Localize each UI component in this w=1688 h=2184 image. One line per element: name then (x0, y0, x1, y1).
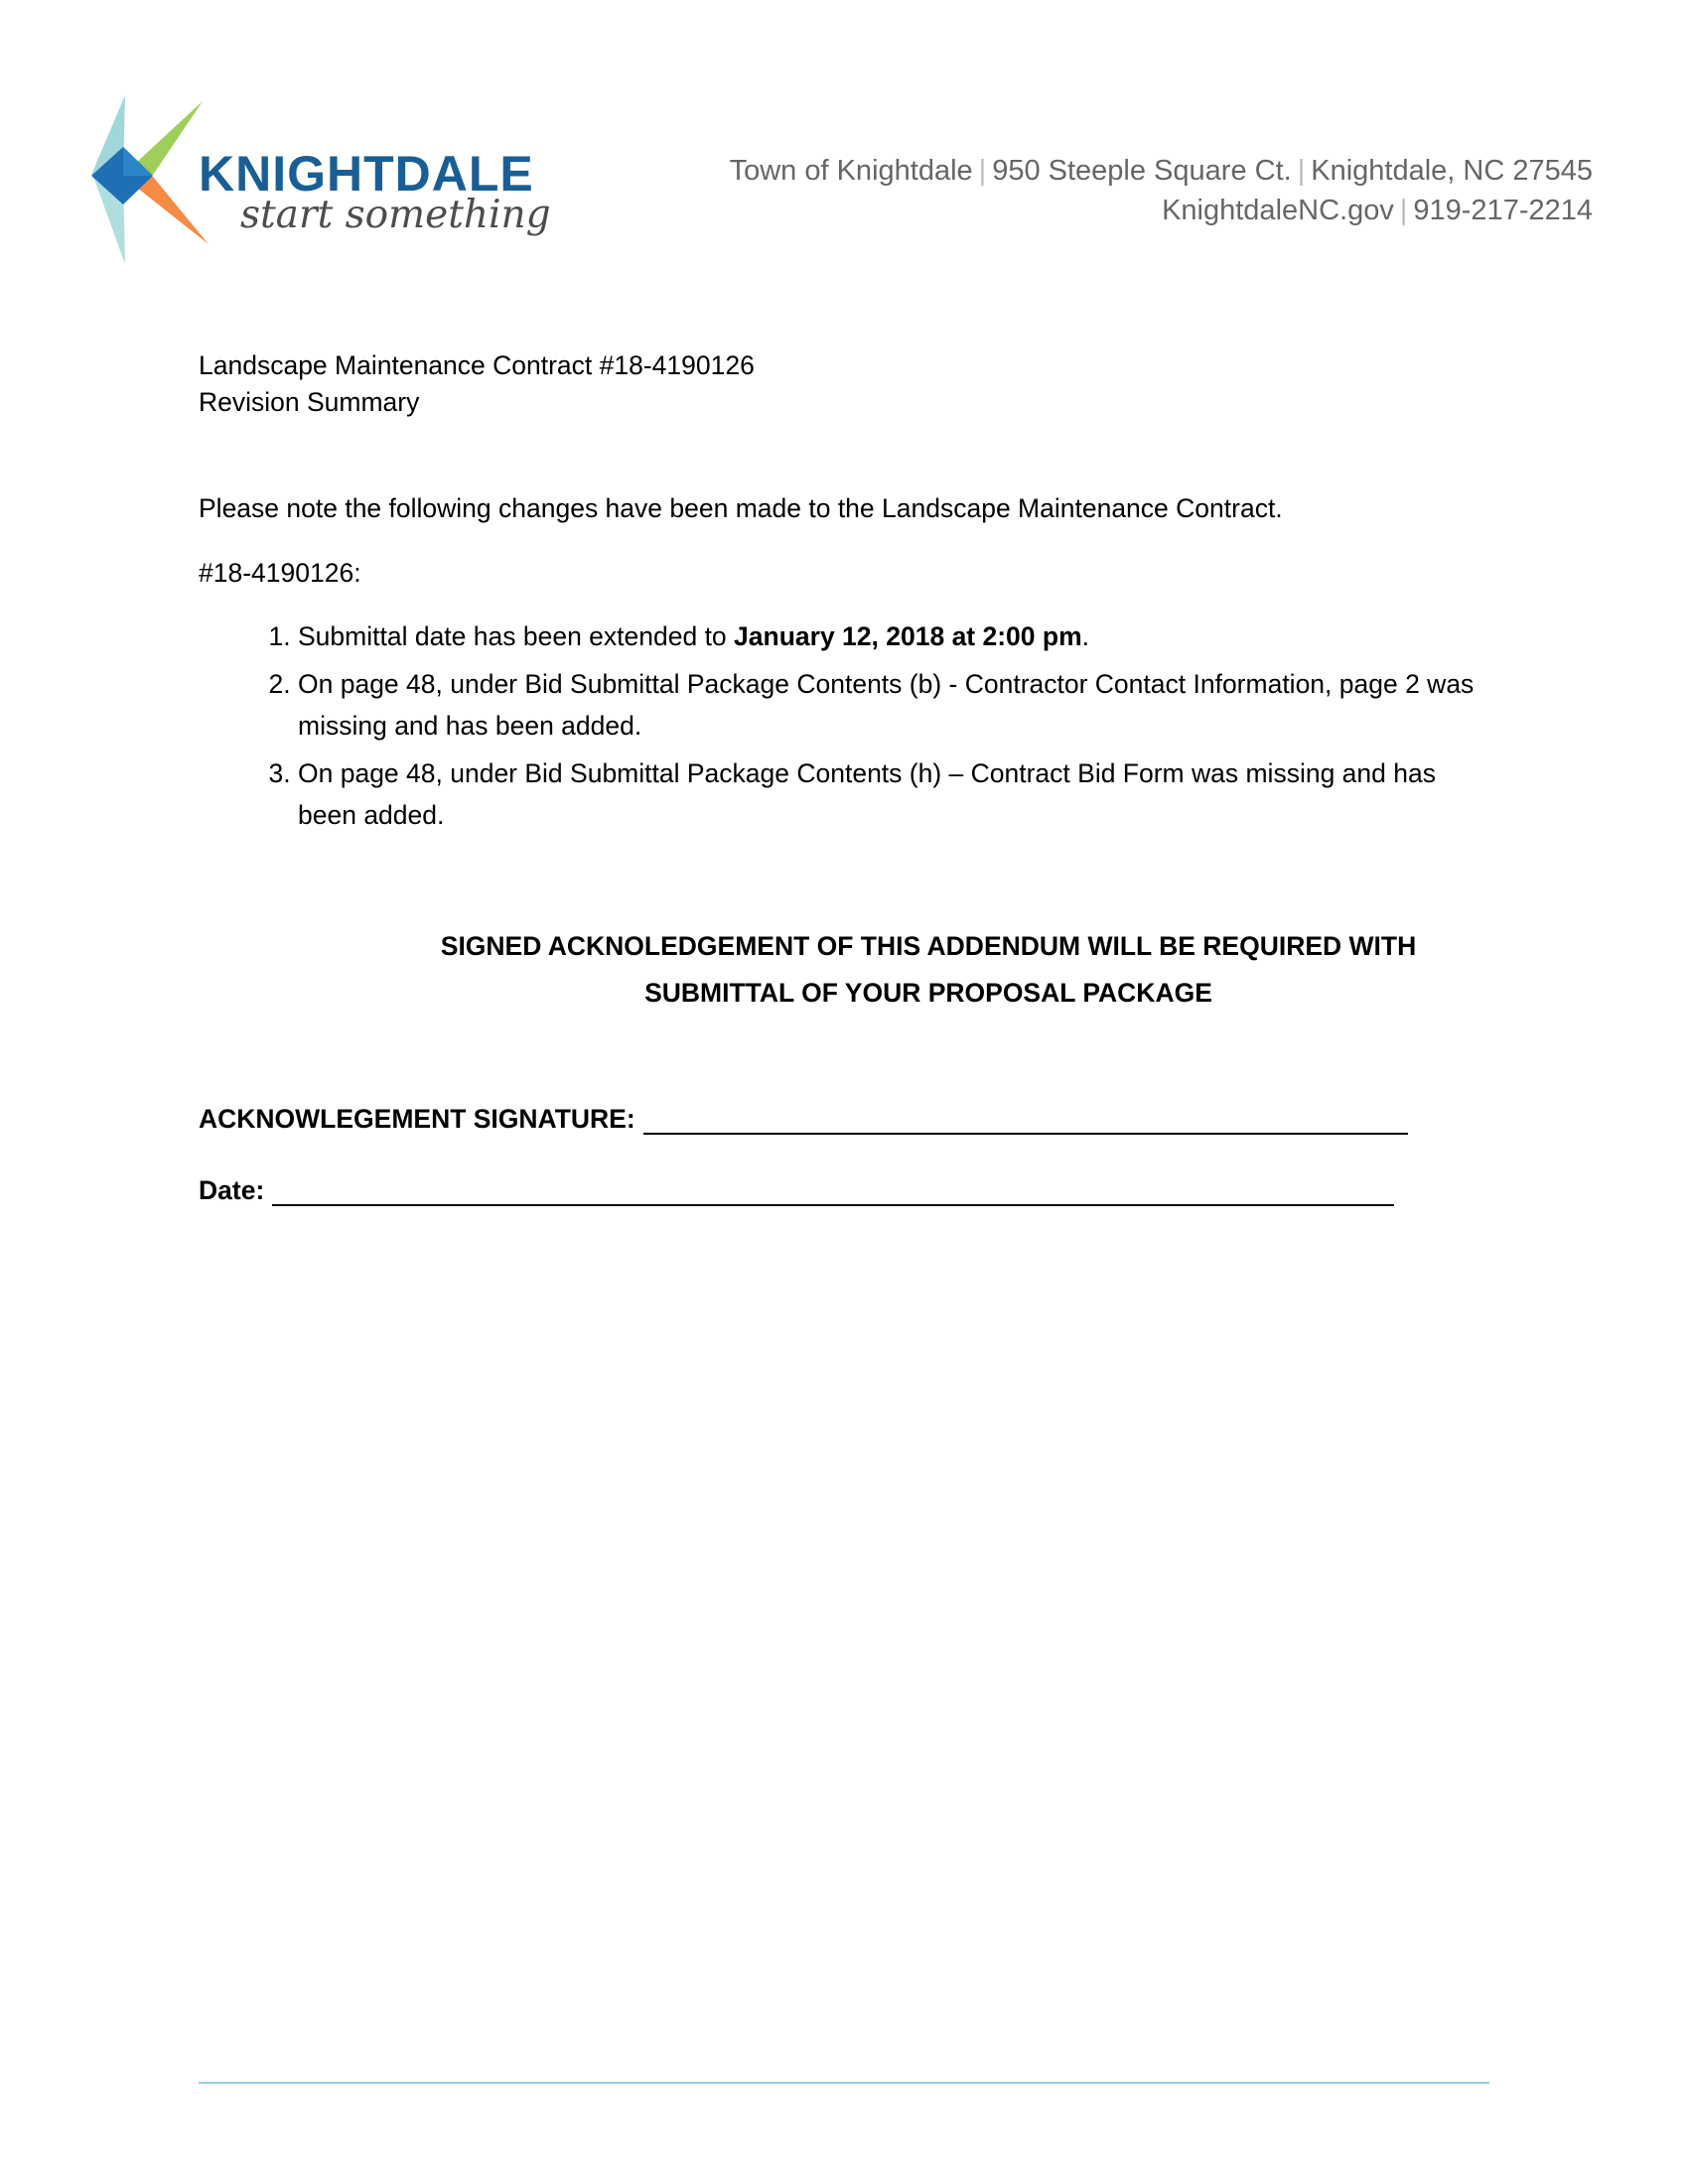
date-line[interactable] (272, 1176, 1394, 1206)
notice-line: SIGNED ACKNOLEDGEMENT OF THIS ADDENDUM WILL BE REQUIRED WITH (440, 931, 1417, 961)
signature-label: ACKNOWLEGEMENT SIGNATURE: (199, 1104, 635, 1134)
signature-line[interactable] (643, 1105, 1408, 1135)
phone-number: 919-217-2214 (1413, 195, 1593, 226)
changes-list (199, 615, 1489, 836)
contact-address-line (730, 151, 1593, 191)
revision-subtitle: Revision Summary (199, 387, 420, 417)
date-label: Date: (199, 1175, 265, 1205)
city-state-zip: Knightdale, NC 27545 (1311, 155, 1593, 187)
street-address: 950 Steeple Square Ct. (992, 155, 1292, 187)
logo-wordmark: KNIGHTDALE (199, 146, 534, 202)
change-text-end: . (1081, 621, 1090, 651)
document-body (199, 347, 1489, 842)
contract-reference: #18-4190126: (199, 558, 361, 588)
town-name: Town of Knightdale (729, 155, 973, 187)
notice-line: SUBMITTAL OF YOUR PROPOSAL PACKAGE (644, 978, 1212, 1008)
change-text: Submittal date has been extended to (298, 621, 735, 651)
separator: | (978, 155, 987, 187)
list-item: 3. On page 48, under Bid Submittal Package Contents (h) – Contract Bid Form was missing and has been added. (298, 752, 1489, 836)
logo-tagline: start something (240, 193, 551, 237)
town-contact-info (730, 151, 1593, 230)
list-item (298, 615, 1489, 657)
acknowledgement-notice (367, 923, 1489, 1017)
separator: | (1297, 155, 1306, 187)
separator: | (1399, 195, 1408, 226)
intro-paragraph: Please note the following changes have been made to the Landscape Maintenance Contract. (199, 493, 1283, 523)
contact-web-phone-line (730, 191, 1593, 230)
list-item: 2. On page 48, under Bid Submittal Package Contents (b) - Contractor Contact Information, page 2 was missing and has been added. (298, 663, 1489, 747)
website: KnightdaleNC.gov (1162, 195, 1394, 226)
footer-divider (199, 2082, 1489, 2084)
date-row (199, 1175, 1394, 1206)
signature-row (199, 1104, 1408, 1135)
knightdale-logo (91, 95, 551, 264)
contract-title: Landscape Maintenance Contract #18-4190126 (199, 350, 755, 380)
submittal-date: January 12, 2018 at 2:00 pm (734, 621, 1082, 651)
